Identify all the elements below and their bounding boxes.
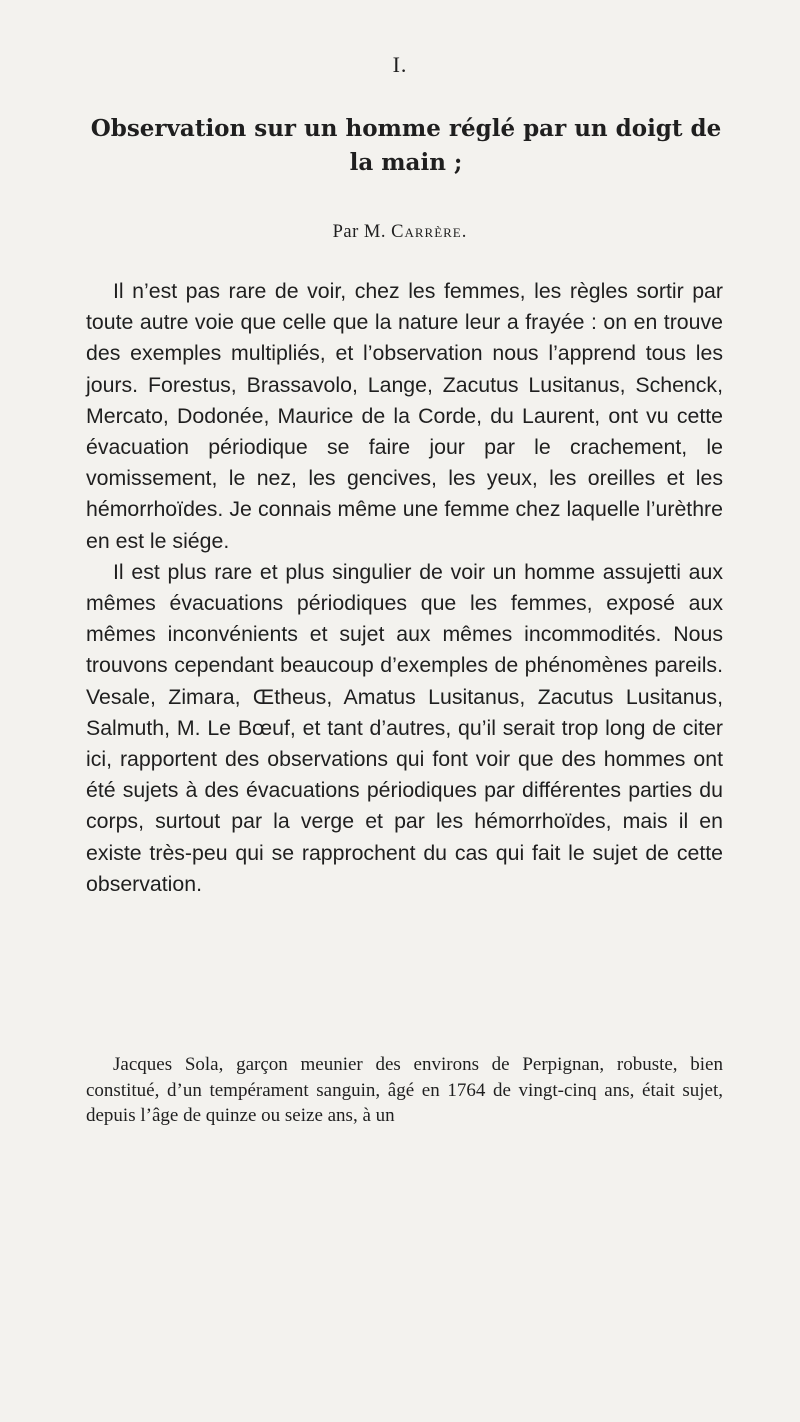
section-number: I. bbox=[392, 52, 408, 77]
observation-paragraph: Jacques Sola, garçon meunier des environs de Perpignan, robuste, bien constitué, d’un tempérament sanguin, âgé en 1764 de vingt-cinq ans, était sujet, depuis l’âge de quinze ou seize ans, à un bbox=[86, 1054, 723, 1127]
author-prefix: Par M. bbox=[332, 222, 386, 242]
article-title: Observation sur un homme réglé par un doigt de la main ; bbox=[90, 115, 722, 176]
body-text bbox=[86, 276, 723, 900]
paragraph-1: Il n’est pas rare de voir, chez les femmes, les règles sortir par toute autre voie que celle que la nature leur a frayée : on en trouve des exemples multipliés, et l’observation nous l’apprend tous les jours. Forestus, Brassavolo, Lange, Zacutus Lusitanus, Schenck, Mercato, Dodonée, Maurice de la Corde, du Laurent, ont vu cette évacuation périodique se faire jour par le crachement, le vomissement, le nez, les gencives, les yeux, les oreilles et les hémorrhoïdes. Je connais même une femme chez laquelle l’urèthre en est le siége. bbox=[86, 279, 723, 553]
author-line bbox=[0, 222, 800, 243]
paragraph-2: Il est plus rare et plus singulier de voir un homme assujetti aux mêmes évacuations périodiques que les femmes, exposé aux mêmes inconvénients et sujet aux mêmes incommodités. Nous trouvons cependant beaucoup d’exemples de phénomènes pareils. Vesale, Zimara, Œtheus, Amatus Lusitanus, Zacutus Lusitanus, Salmuth, M. Le Bœuf, et tant d’autres, qu’il serait trop long de citer ici, rapportent des observations qui font voir que des hommes ont été sujets à des évacuations périodiques par différentes parties du corps, surtout par la verge et par les hémorrhoïdes, mais il en existe très-peu qui se rapprochent du cas qui fait le sujet de cette observation. bbox=[86, 559, 723, 896]
author-name: Carrère. bbox=[391, 222, 468, 242]
